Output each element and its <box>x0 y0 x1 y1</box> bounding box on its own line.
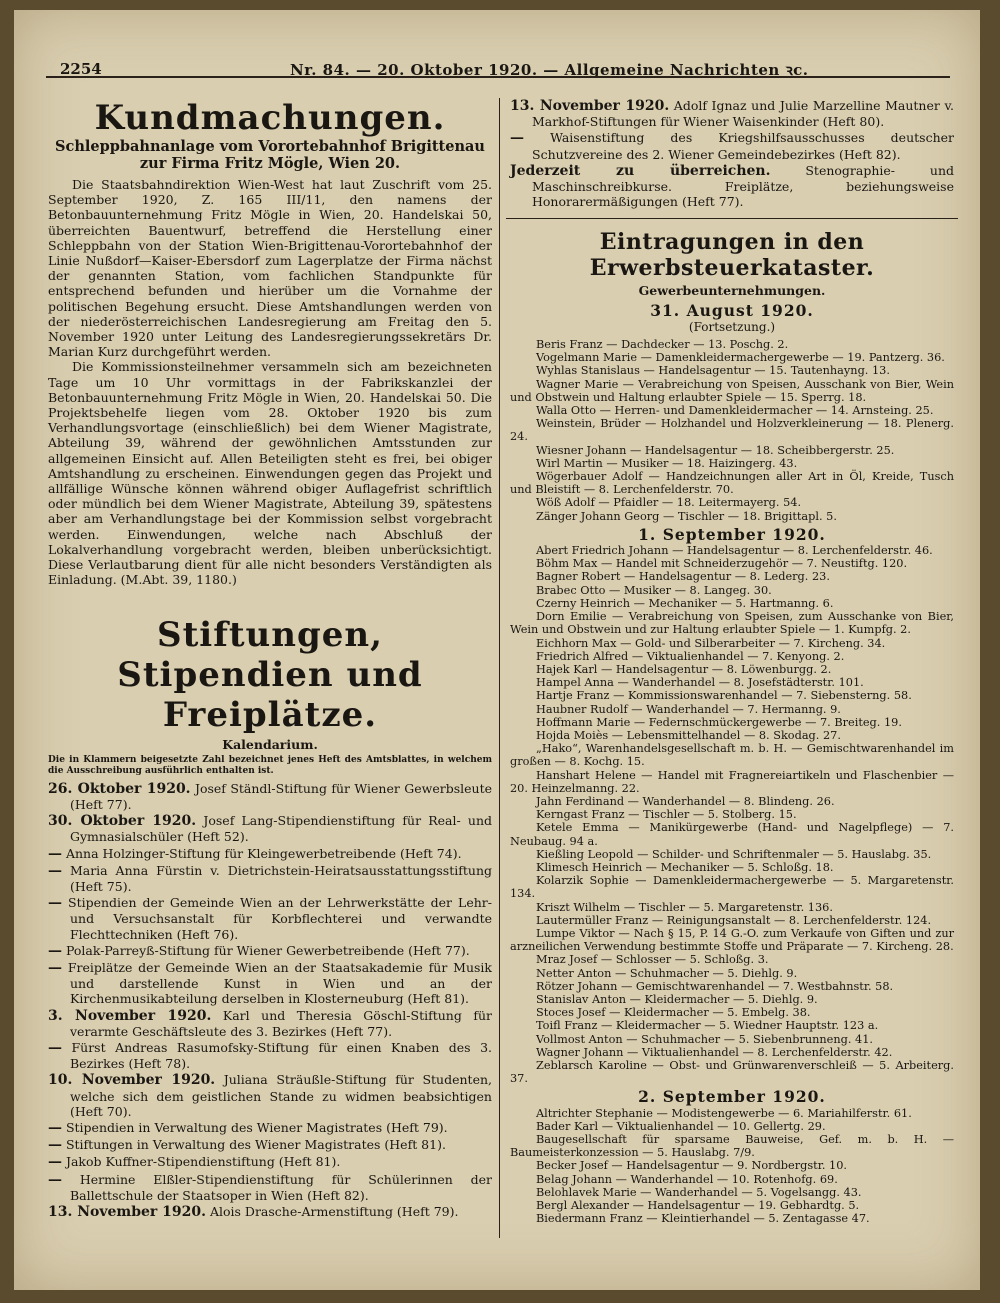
entry-date: 3. November 1920. <box>48 1007 212 1024</box>
erwerbsteuer-subtitle: Gewerbeunternehmungen. <box>638 283 826 299</box>
entry-text: Juliana Sträußle-Stiftung für Studenten, welche sich dem geistlichen Stande zu widmen beabsichtigen (Heft 70). <box>70 1072 492 1119</box>
entry-date: — <box>510 130 524 147</box>
register-date: 2. September 1920. <box>638 1087 826 1107</box>
register-entry: Hajek Karl — Handelsagentur — 8. Löwenburgg. 2. <box>536 662 832 676</box>
register-entry: Mraz Josef — Schlosser — 5. Schloßg. 3. <box>536 953 769 967</box>
register-entry: Czerny Heinrich — Mechaniker — 5. Hartmanng. 6. <box>536 596 834 610</box>
register-date: 31. August 1920. <box>650 300 814 320</box>
kalendarium-list <box>48 781 492 1220</box>
register-entry: Kolarzik Sophie — Damenkleidermachergewerbe — 5. Margaretenstr. 134. <box>510 874 954 901</box>
kalendarium-subtitle: Kalendarium. <box>222 737 318 753</box>
register-entry: Kießling Leopold — Schilder- und Schriftenmaler — 5. Hauslabg. 35. <box>536 847 932 861</box>
register-entry: Stoces Josef — Kleidermacher — 5. Embelg. 38. <box>536 1006 811 1020</box>
entry-text: Freiplätze der Gemeinde Wien an der Staatsakademie für Musik und darstellende Kunst in Wien und an der Kirchenmusikabteilung derselben in Klosterneuburg (Heft 81). <box>62 959 492 1007</box>
register-entry: Baugesellschaft für sparsame Bauweise, Gef. m. b. H. — Baumeisterkonzession — 5. Hauslabg. 7/9. <box>510 1133 954 1160</box>
register-entry: Wiesner Johann — Handelsagentur — 18. Scheibbergerstr. 25. <box>536 443 895 457</box>
register-entry: Hoffmann Marie — Federnschmückergewerbe — 7. Breiteg. 19. <box>536 715 902 729</box>
entry-date: 13. November 1920. <box>48 1203 207 1220</box>
register-entry: Stanislav Anton — Kleidermacher — 5. Diehlg. 9. <box>536 992 818 1006</box>
register-entry: Altrichter Stephanie — Modistengewerbe — 6. Mariahilferstr. 61. <box>536 1106 912 1120</box>
kundmachung-paragraph: Die Kommissionsteilnehmer versammeln sich am bezeichneten Tage um 10 Uhr vormittags in der Fabrikskanzlei der Betonbauunternehmung Fritz Mögle in Wien, 20. Handelskai 50. Die Projektsbehelfe liegen vom 28. Oktober 1920 bis zum Verhandlungsvortage (einschließlich) bei dem Wiener Magistrate, Abteilung 39, während der gewöhnlichen Amtsstunden zur allgemeinen Einsicht auf. Allen Beteiligten steht es frei, bei obiger Amtshandlung zu erscheinen. Einwendungen gegen das Projekt und allfällige Wünsche können während obiger Auflagefrist schriftlich oder mündlich bei dem Wiener Magistrate, Abteilung 39, spätestens aber am Verhandlungstage bei der Kommission selbst vorgebracht werden. Einwendungen, welche nach Abschluß der Lokalverhandlung vorgebracht werden, bleiben unberücksichtigt. Diese Verlautbarung dient für alle nicht besonders Verständigten als Einladung. (M.Abt. 39, 1180.) <box>48 359 492 588</box>
register-entry: Klimesch Heinrich — Mechaniker — 5. Schloßg. 18. <box>536 860 834 874</box>
kalendarium-entry <box>48 781 492 812</box>
register-entry: Lumpe Viktor — Nach § 15, P. 14 G.-O. zum Verkaufe von Giften und zur arzneilichen Verwendung bestimmte Stoffe und Präparate — 7. Kircheng. 28. <box>510 926 954 954</box>
kalendarium-entry <box>48 960 492 1007</box>
kalendarium-entry <box>48 846 492 862</box>
entry-date: — <box>48 942 62 959</box>
entry-text: Josef Ständl-Stiftung für Wiener Gewerbsleute (Heft 77). <box>70 780 492 812</box>
register-entry: Beris Franz — Dachdecker — 13. Poschg. 2. <box>536 338 789 352</box>
register-entry: Belag Johann — Wanderhandel — 10. Rotenhofg. 69. <box>536 1172 838 1186</box>
stiftungen-title-line1: Stiftungen, Stipendien und <box>117 615 423 696</box>
kalendarium-entry <box>48 863 492 894</box>
entry-text: Polak-Parreyß-Stiftung für Wiener Gewerbetreibende (Heft 77). <box>62 942 470 958</box>
kalendarium-entry <box>510 98 954 129</box>
register-entry: Wöß Adolf — Pfaidler — 18. Leitermayerg. 54. <box>536 496 802 510</box>
page-number: 2254 <box>60 60 102 78</box>
entry-date: — <box>48 1171 62 1188</box>
kalendarium-entry <box>48 1154 492 1170</box>
entry-date: 30. Oktober 1920. <box>48 813 197 830</box>
entry-date: — <box>48 845 62 862</box>
register-entry: Hanshart Helene — Handel mit Fragnereiartikeln und Flaschenbier — 20. Heinzelmanng. 22. <box>510 768 954 795</box>
left-column <box>48 98 492 1221</box>
register-date: 1. September 1920. <box>638 524 826 544</box>
register-entry: Zänger Johann Georg — Tischler — 18. Brigittapl. 5. <box>536 509 837 523</box>
register-entry: Zeblarsch Karoline — Obst- und Grünwarenverschleiß — 5. Arbeiterg. 37. <box>510 1059 954 1086</box>
right-column <box>510 98 954 1225</box>
kalendarium-entry <box>48 1204 492 1220</box>
kalendarium-entry <box>48 1172 492 1203</box>
running-title: Nr. 84. — 20. Oktober 1920. — Allgemeine Nachrichten ꝛc. <box>290 61 809 79</box>
entry-date: 13. November 1920. <box>510 98 670 114</box>
register-entry: Bergl Alexander — Handelsagentur — 19. Gebhardtg. 5. <box>536 1199 860 1213</box>
kalendarium-continued-list <box>510 98 954 209</box>
register-entry: Vollmost Anton — Schuhmacher — 5. Siebenbrunneng. 41. <box>536 1032 874 1046</box>
register-entry: Dorn Emilie — Verabreichung von Speisen, zum Ausschanke von Bier, Wein und Obstwein und zur Haltung erlaubter Spiele — 1. Kumpfg. 2. <box>510 610 954 637</box>
erwerbsteuer-title: Eintragungen in den Erwerbsteuerkataster. <box>589 229 875 282</box>
register-entry: Netter Anton — Schuhmacher — 5. Diehlg. 9. <box>536 966 798 980</box>
register-entry: Hampel Anna — Wanderhandel — 8. Josefstädterstr. 101. <box>536 676 864 690</box>
register-entry: Böhm Max — Handel mit Schneiderzugehör — 7. Neustiftg. 120. <box>536 557 908 571</box>
entry-text: Adolf Ignaz und Julie Marzelline Mautner v. Markhof-Stiftungen für Wiener Waisenkinder (Heft 80). <box>532 98 954 130</box>
entry-date: 26. Oktober 1920. <box>48 780 191 797</box>
entry-text: Stipendien in Verwaltung des Wiener Magistrates (Heft 79). <box>62 1119 448 1135</box>
register-entry: Wagner Johann — Viktualienhandel — 8. Lerchenfelderstr. 42. <box>536 1045 893 1059</box>
column-divider <box>499 98 500 1238</box>
register-entry: Becker Josef — Handelsagentur — 9. Nordbergstr. 10. <box>536 1159 848 1173</box>
entry-date: — <box>48 895 62 912</box>
kundmachungen-title: Kundmachungen. <box>94 98 446 138</box>
entry-date: — <box>48 1039 62 1056</box>
entry-date: — <box>48 1119 62 1136</box>
register-entry: Wagner Marie — Verabreichung von Speisen, Ausschank von Bier, Wein und Obstwein und Haltung erlaubter Spiele — 15. Sperrg. 18. <box>510 377 954 404</box>
entry-date: — <box>48 862 62 879</box>
stiftungen-title-line2: Freiplätze. <box>162 695 378 736</box>
register-entry: Hojda Moiès — Lebensmittelhandel — 8. Skodag. 27. <box>536 728 841 742</box>
continuation-note: (Fortsetzung.) <box>688 319 776 334</box>
kalendarium-entry <box>48 1040 492 1071</box>
kalendarium-entry <box>48 1137 492 1153</box>
register-entry: Wirl Martin — Musiker — 18. Haizingerg. 43. <box>536 456 798 470</box>
register-entry: Abert Friedrich Johann — Handelsagentur — 8. Lerchenfelderstr. 46. <box>536 544 933 558</box>
register-entry: Vogelmann Marie — Damenkleidermachergewerbe — 19. Pantzerg. 36. <box>536 351 945 365</box>
entry-text: Anna Holzinger-Stiftung für Kleingewerbetreibende (Heft 74). <box>62 845 462 861</box>
register-entry: Wögerbauer Adolf — Handzeichnungen aller Art in Öl, Kreide, Tusch und Bleistift — 8. Lerchenfelderstr. 70. <box>510 470 954 497</box>
kalendarium-entry <box>48 1072 492 1119</box>
section-rule <box>506 218 958 219</box>
entry-date: — <box>48 1154 62 1171</box>
register-entry: Ketele Emma — Manikürgewerbe (Hand- und Nagelpflege) — 7. Neubaug. 94 a. <box>510 821 954 848</box>
register-entry: Bader Karl — Viktualienhandel — 10. Gellertg. 29. <box>536 1119 826 1133</box>
register-entry: Friedrich Alfred — Viktualienhandel — 7. Kenyong. 2. <box>536 649 845 663</box>
entry-text: Fürst Andreas Rasumofsky-Stiftung für einen Knaben des 3. Bezirkes (Heft 78). <box>62 1039 492 1072</box>
register-entry: Biedermann Franz — Kleintierhandel — 5. Zentagasse 47. <box>536 1212 870 1226</box>
register-entry: Walla Otto — Herren- und Damenkleidermacher — 14. Arnsteing. 25. <box>536 404 934 418</box>
entry-text: Karl und Theresia Göschl-Stiftung für verarmte Geschäftsleute des 3. Bezirkes (Heft 77). <box>70 1007 493 1039</box>
erwerbsteuer-sections <box>510 300 954 1226</box>
entry-date: — <box>48 959 62 976</box>
register-entry: Haubner Rudolf — Wanderhandel — 7. Hermanng. 9. <box>536 702 841 716</box>
entry-date: 10. November 1920. <box>48 1072 216 1089</box>
page-header <box>60 54 930 84</box>
register-entry: Eichhorn Max — Gold- und Silberarbeiter — 7. Kircheng. 34. <box>536 636 886 650</box>
entry-date: Jederzeit zu überreichen. <box>510 162 771 179</box>
entry-text: Stipendien der Gemeinde Wien an der Lehrwerkstätte der Lehr- und Versuchsanstalt für Korbflechterei und verwandte Flechttechniken (Heft 76). <box>62 895 492 942</box>
entry-text: Stiftungen in Verwaltung des Wiener Magistrates (Heft 81). <box>62 1137 446 1153</box>
kundmachung-paragraph: Die Staatsbahndirektion Wien-West hat laut Zuschrift vom 25. September 1920, Z. 165 III/11, den namens der Betonbauunternehmung Fritz Mögle in Wien, 20. Handelskai 50, überreichten Bauentwurf, betreffend die Herstellung einer Schleppbahn von der Station Wien-Brigittenau-Vorortebahnhof der Linie Nußdorf—Kaiser-Ebersdorf zum Lagerplatze der Firma nächst der genannten Station, vom fachlichen Standpunkte für entsprechend befunden und hierüber um die Vornahme der politischen Begehung ersucht. Diese Amtshandlungen werden von der niederösterreichischen Landesregierung am Freitag den 5. November 1920 unter Leitung des Landesregierungssekretärs Dr. Marian Kurz durchgeführt werden. <box>48 177 492 360</box>
register-entry: Belohlavek Marie — Wanderhandel — 5. Vogelsangg. 43. <box>536 1185 862 1199</box>
register-entry: Kerngast Franz — Tischler — 5. Stolberg. 15. <box>536 808 797 822</box>
register-entry: Kriszt Wilhelm — Tischler — 5. Margaretenstr. 136. <box>536 900 833 914</box>
entry-text: Waisenstiftung des Kriegshilfsausschusses deutscher Schutzvereine des 2. Wiener Gemeindebezirkes (Heft 82). <box>524 130 954 162</box>
kundmachungen-subtitle: Schleppbahnanlage vom Vorortebahnhof Brigittenau zur Firma Fritz Mögle, Wien 20. <box>55 138 485 172</box>
register-entry: Toifl Franz — Kleidermacher — 5. Wiedner Hauptstr. 123 a. <box>536 1019 879 1033</box>
entry-text: Josef Lang-Stipendienstiftung für Real- und Gymnasialschüler (Heft 52). <box>70 813 493 845</box>
entry-text: Maria Anna Fürstin v. Dietrichstein-Heiratsausstattungsstiftung (Heft 75). <box>62 862 492 894</box>
entry-text: Stenographie- und Maschinschreibkurse. Freiplätze, beziehungsweise Honorarermäßigungen (Heft 77). <box>532 162 954 210</box>
register-entry: Rötzer Johann — Gemischtwarenhandel — 7. Westbahnstr. 58. <box>536 979 894 993</box>
register-entry: „Hako“, Warenhandelsgesellschaft m. b. H. — Gemischtwarenhandel im großen — 8. Kochg. 15. <box>510 742 954 769</box>
entry-date: — <box>48 1137 62 1154</box>
register-entry: Lautermüller Franz — Reinigungsanstalt — 8. Lerchenfelderstr. 124. <box>536 913 932 927</box>
kalendarium-note: Die in Klammern beigesetzte Zahl bezeichnet jenes Heft des Amtsblattes, in welchem die Ausschreibung ausführlich enthalten ist. <box>48 754 492 776</box>
register-entry: Weinstein, Brüder — Holzhandel und Holzverkleinerung — 18. Plenerg. 24. <box>510 417 954 444</box>
register-entry: Hartje Franz — Kommissionswarenhandel — 7. Siebensterng. 58. <box>536 689 912 703</box>
header-rule <box>46 76 950 78</box>
kalendarium-entry <box>48 1120 492 1136</box>
register-entry: Jahn Ferdinand — Wanderhandel — 8. Blindeng. 26. <box>536 794 835 808</box>
entry-text: Alois Drasche-Armenstiftung (Heft 79). <box>206 1203 459 1219</box>
entry-text: Jakob Kuffner-Stipendienstiftung (Heft 81). <box>62 1154 341 1170</box>
register-entry: Wyhlas Stanislaus — Handelsagentur — 15. Tautenhayng. 13. <box>536 364 890 378</box>
kalendarium-entry <box>48 813 492 844</box>
register-entry: Brabec Otto — Musiker — 8. Langeg. 30. <box>536 583 772 597</box>
kalendarium-entry <box>510 163 954 210</box>
register-entry: Bagner Robert — Handelsagentur — 8. Lederg. 23. <box>536 570 830 584</box>
kalendarium-entry <box>48 895 492 942</box>
kalendarium-entry <box>48 1008 492 1039</box>
kalendarium-entry <box>510 130 954 161</box>
entry-text: Hermine Elßler-Stipendienstiftung für Schülerinnen der Ballettschule der Staatsoper in Wien (Heft 82). <box>62 1171 492 1203</box>
kalendarium-entry <box>48 943 492 959</box>
